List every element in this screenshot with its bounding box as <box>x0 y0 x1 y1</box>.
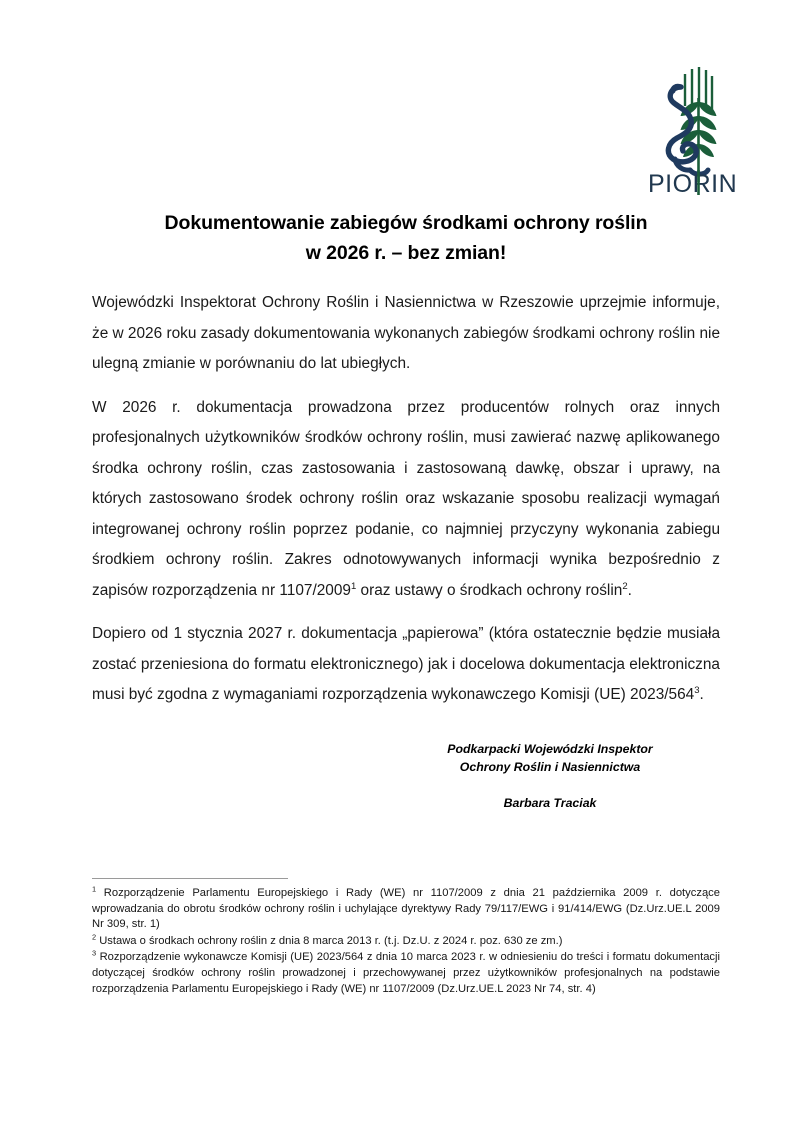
footnote-text: Ustawa o środkach ochrony roślin z dnia 8 marca 2013 r. (t.j. Dz.U. z 2024 r. poz. 630 ze zm.) <box>96 934 563 947</box>
paragraph-2-text-c: . <box>627 581 632 599</box>
signature-name: Barbara Traciak <box>503 796 597 810</box>
piorin-wordmark: PIORIN <box>648 170 738 198</box>
signature-title-line-1: Podkarpacki Wojewódzki Inspektor <box>447 742 653 756</box>
title-line-1: Dokumentowanie zabiegów środkami ochrony roślin <box>164 212 648 234</box>
piorin-logo <box>645 58 740 206</box>
paragraph-2 <box>92 393 720 607</box>
paragraph-2-text-b: oraz ustawy o środkach ochrony roślin <box>356 581 623 599</box>
footnote-item <box>92 886 720 933</box>
piorin-logo-icon <box>645 58 740 206</box>
paragraph-1: Wojewódzki Inspektorat Ochrony Roślin i Nasiennictwa w Rzeszowie uprzejmie informuje, że w 2026 roku zasady dokumentowania wykonanych zabiegów środkami ochrony roślin nie ulegną zmianie w porównaniu do lat ubiegłych. <box>92 294 720 372</box>
paragraph-3-text-b: . <box>699 686 704 703</box>
footnote-marker: 1 <box>92 884 97 894</box>
document-body <box>92 288 720 711</box>
footnote-marker: 2 <box>92 932 97 942</box>
paragraph-2-text-a: W 2026 r. dokumentacja prowadzona przez producentów rolnych oraz innych profesjonalnych użytkowników środków ochrony roślin, musi zawierać nazwę aplikowanego środka ochrony roślin, czas zastosowania i zastosowaną dawkę, obszar i uprawy, na których zastosowano środek ochrony roślin oraz wskazanie sposobu realizacji wymagań integrowanej ochrony roślin poprzez podanie, co najmniej przyczyny wykonania zabiegu środkiem ochrony roślin. Zakres odnotowywanych informacji wynika bezpośrednio z zapisów rozporządzenia nr 1107/2009 <box>92 398 720 599</box>
footnote-item <box>92 934 720 950</box>
footnote-separator <box>92 878 288 879</box>
page-title <box>92 208 720 268</box>
footnote-ref-1: 1 <box>350 580 357 592</box>
footnote-text: Rozporządzenie wykonawcze Komisji (UE) 2023/564 z dnia 10 marca 2023 r. w odniesieniu do treści i formatu dokumentacji dotyczącej środków ochrony roślin prowadzonej i przechowywanej przez użytkowników profesjonalnych na podstawie rozporządzenia Parlamentu Europejskiego i Rady (WE) nr 1107/2009 (Dz.Urz.UE.L 2023 Nr 74, str. 4) <box>92 951 720 995</box>
signature-title-line-2: Ochrony Roślin i Nasiennictwa <box>459 760 641 774</box>
paragraph-3-text-a: Dopiero od 1 stycznia 2027 r. dokumentacja „papierowa” (która ostatecznie będzie musiała zostać przeniesiona do formatu elektronicznego) jak i docelowa dokumentacja elektroniczna musi być zgodna z wymaganiami rozporządzenia wykonawczego Komisji (UE) 2023/564 <box>92 625 720 703</box>
paragraph-3 <box>92 619 720 711</box>
footnote-marker: 3 <box>92 948 97 958</box>
footnote-item <box>92 950 720 997</box>
footnote-area <box>92 878 720 998</box>
title-line-2: w 2026 r. – bez zmian! <box>305 242 507 264</box>
signature-block <box>380 740 720 812</box>
footnote-ref-3: 3 <box>694 684 700 696</box>
footnote-text: Rozporządzenie Parlamentu Europejskiego i Rady (WE) nr 1107/2009 z dnia 21 października 2009 r. dotyczące wprowadzania do obrotu środków ochrony roślin i uchylające dyrektywy Rady 79/117/EWG i 91/414/EWG (Dz.Urz.UE.L 2009 Nr 309, str. 1) <box>92 887 720 931</box>
footnote-ref-2: 2 <box>622 580 628 592</box>
